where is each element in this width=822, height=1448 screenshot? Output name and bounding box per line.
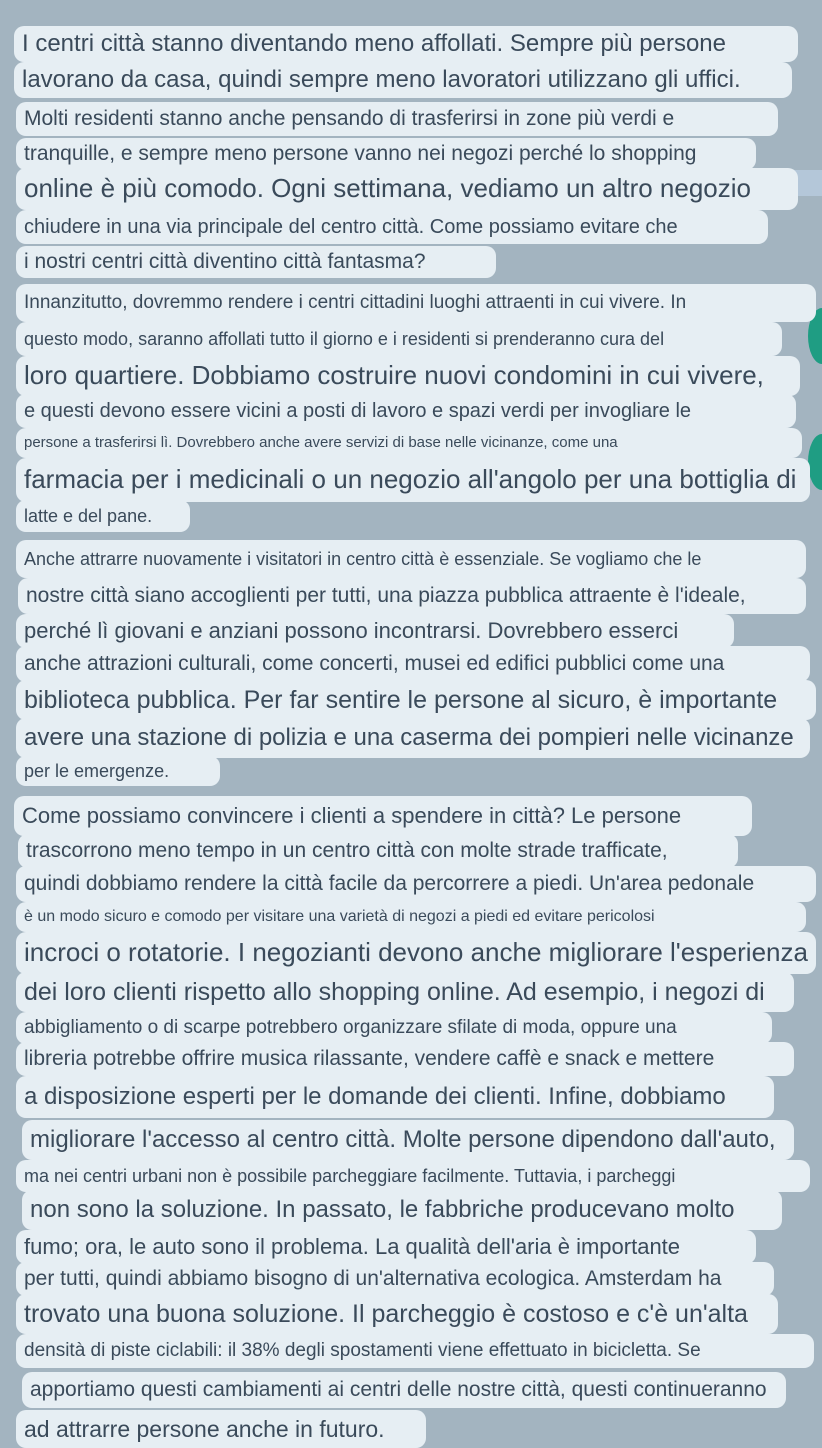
- text-line: I centri città stanno diventando meno affollati. Sempre più persone: [14, 26, 798, 62]
- text-line: Molti residenti stanno anche pensando di trasferirsi in zone più verdi e: [16, 102, 778, 136]
- text-line: quindi dobbiamo rendere la città facile da percorrere a piedi. Un'area pedonale: [16, 866, 816, 902]
- text-line: chiudere in una via principale del centro città. Come possiamo evitare che: [16, 210, 768, 244]
- text-line: loro quartiere. Dobbiamo costruire nuovi condomini in cui vivere,: [16, 356, 800, 396]
- text-line: nostre città siano accoglienti per tutti, una piazza pubblica attraente è l'ideale,: [18, 578, 806, 614]
- text-line: apportiamo questi cambiamenti ai centri delle nostre città, questi continueranno: [22, 1372, 786, 1408]
- text-line: avere una stazione di polizia e una caserma dei pompieri nelle vicinanze: [16, 718, 810, 758]
- text-line: i nostri centri città diventino città fantasma?: [16, 246, 496, 278]
- text-line: abbigliamento o di scarpe potrebbero organizzare sfilate di moda, oppure una: [16, 1012, 772, 1044]
- text-line: Anche attrarre nuovamente i visitatori in centro città è essenziale. Se vogliamo che le: [16, 540, 806, 578]
- text-line: persone a trasferirsi lì. Dovrebbero anche avere servizi di base nelle vicinanze, come una: [16, 428, 802, 458]
- text-line: e questi devono essere vicini a posti di lavoro e spazi verdi per invogliare le: [16, 394, 796, 428]
- text-line: Innanzitutto, dovremmo rendere i centri cittadini luoghi attraenti in cui vivere. In: [16, 284, 816, 322]
- text-line: online è più comodo. Ogni settimana, vediamo un altro negozio: [16, 168, 798, 210]
- text-line: tranquille, e sempre meno persone vanno nei negozi perché lo shopping: [16, 138, 756, 170]
- text-line: non sono la soluzione. In passato, le fabbriche producevano molto: [22, 1190, 782, 1230]
- text-line: migliorare l'accesso al centro città. Molte persone dipendono dall'auto,: [22, 1120, 794, 1160]
- text-line: libreria potrebbe offrire musica rilassante, vendere caffè e snack e mettere: [16, 1042, 794, 1076]
- text-line: è un modo sicuro e comodo per visitare una varietà di negozi a piedi ed evitare pericolosi: [16, 902, 806, 932]
- text-line: ad attrarre persone anche in futuro.: [16, 1410, 426, 1448]
- text-line: biblioteca pubblica. Per far sentire le persone al sicuro, è importante: [16, 680, 816, 720]
- text-line: densità di piste ciclabili: il 38% degli spostamenti viene effettuato in bicicletta. Se: [16, 1334, 814, 1368]
- text-line: trascorrono meno tempo in un centro città con molte strade trafficate,: [18, 834, 738, 868]
- teal-shape: [808, 434, 822, 490]
- text-line: a disposizione esperti per le domande dei clienti. Infine, dobbiamo: [16, 1076, 774, 1118]
- text-line: fumo; ora, le auto sono il problema. La qualità dell'aria è importante: [16, 1230, 756, 1264]
- text-line: questo modo, saranno affollati tutto il giorno e i residenti si prenderanno cura del: [16, 322, 782, 356]
- text-line: farmacia per i medicinali o un negozio all'angolo per una bottiglia di: [16, 458, 810, 502]
- text-line: incroci o rotatorie. I negozianti devono anche migliorare l'esperienza: [16, 932, 816, 974]
- text-line: Come possiamo convincere i clienti a spendere in città? Le persone: [14, 796, 752, 836]
- text-line: ma nei centri urbani non è possibile parcheggiare facilmente. Tuttavia, i parcheggi: [16, 1160, 810, 1192]
- text-line: latte e del pane.: [16, 500, 190, 532]
- text-line: per le emergenze.: [16, 756, 220, 786]
- text-line: per tutti, quindi abbiamo bisogno di un'alternativa ecologica. Amsterdam ha: [16, 1262, 774, 1296]
- text-line: trovato una buona soluzione. Il parcheggio è costoso e c'è un'alta: [16, 1294, 778, 1334]
- text-line: lavorano da casa, quindi sempre meno lavoratori utilizzano gli uffici.: [14, 62, 792, 98]
- text-line: anche attrazioni culturali, come concerti, musei ed edifici pubblici come una: [16, 646, 810, 682]
- text-line: dei loro clienti rispetto allo shopping online. Ad esempio, i negozi di: [16, 972, 794, 1012]
- text-line: perché lì giovani e anziani possono incontrarsi. Dovrebbero esserci: [16, 614, 734, 648]
